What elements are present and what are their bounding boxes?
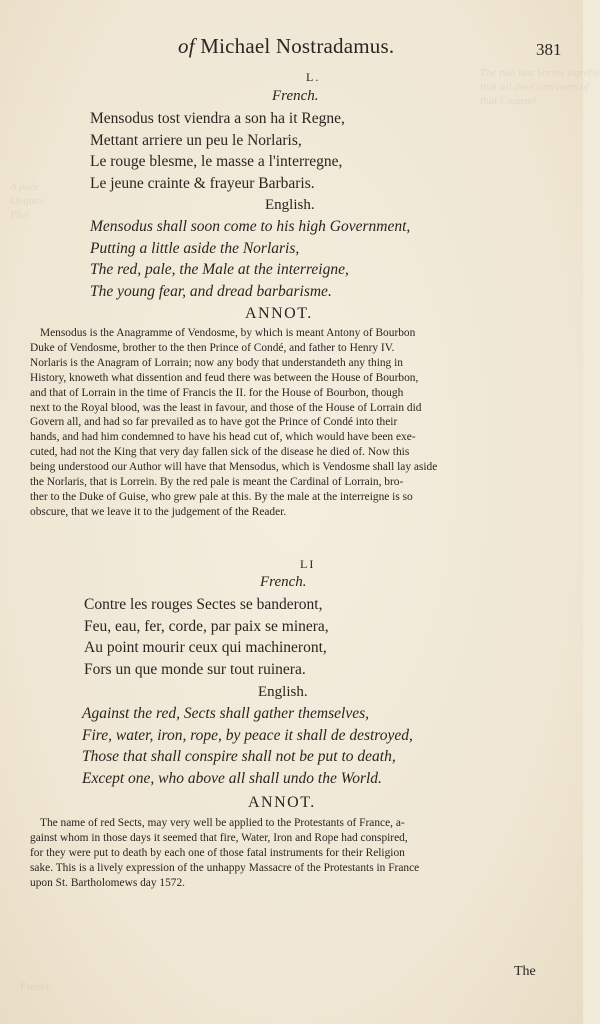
- annotation-line: Norlaris is the Anagram of Lorrain; now any body that understandeth any thing in: [30, 356, 403, 369]
- annotation-line: obscure, that we leave it to the judgement of the Reader.: [30, 505, 287, 518]
- quatrain-number: LI: [300, 557, 316, 571]
- annotation-line: Mensodus is the Anagramme of Vendosme, by which is meant Antony of Bourbon: [40, 327, 416, 339]
- page-number: 381: [536, 40, 562, 59]
- annotation-title: ANNOT.: [248, 794, 316, 811]
- annotation-line: History, knoweth what dissention and feud there was between the House of Bourbon,: [30, 371, 419, 384]
- french-label: French.: [260, 574, 307, 590]
- quatrain-number: L.: [306, 70, 321, 84]
- annotation-line: being understood our Author will have that Mensodus, which is Vendosme shall lay aside: [30, 461, 438, 474]
- header-prefix: of: [178, 34, 195, 58]
- verse-line: Those that shall conspire shall not be put to death,: [82, 748, 396, 765]
- annotation-line: next to the Royal blood, was the least in favour, and those of the House of Lorrain did: [30, 401, 422, 414]
- english-label: English.: [258, 684, 308, 700]
- bleed-through-text: A paix Onques Plus: [10, 181, 44, 221]
- annotation-line: Duke of Vendosme, brother to the then Prince of Condé, and father to Henry IV.: [30, 341, 395, 354]
- verse-line: Contre les rouges Sectes se banderont,: [84, 596, 323, 613]
- verse-line: Fors un que monde sur tout ruinera.: [84, 660, 306, 678]
- annotation-line: hands, and had him condemned to have his head cut of, which would have been exe-: [30, 431, 416, 444]
- verse-line: Mensodus shall soon come to his high Government,: [90, 218, 411, 235]
- annotation-line: the Norlaris, that is Lorrein. By the red pale is meant the Cardinal of Lorrain, bro-: [30, 476, 404, 489]
- annotation-line: upon St. Bartholomews day 1572.: [30, 876, 186, 889]
- annotation-line: sake. This is a lively expression of the unhappy Massacre of the Protestants in France: [30, 861, 420, 874]
- bleed-through-text: French: [20, 981, 52, 993]
- verse-line: Le rouge blesme, le masse a l'interregne,: [90, 153, 343, 170]
- french-verse: [84, 594, 329, 680]
- annotation-line: ther to the Duke of Guise, who grew pale at this. By the male at the interreigne is so: [30, 490, 413, 503]
- annotation-line: gainst whom in those days it seemed that fire, Water, Iron and Rope had conspired,: [30, 831, 408, 844]
- catchword: The: [514, 964, 536, 979]
- annotation-text: [30, 326, 572, 520]
- verse-line: The young fear, and dread barbarisme.: [90, 282, 332, 300]
- french-verse: [90, 108, 345, 194]
- header-title: Michael Nostradamus.: [200, 34, 395, 58]
- french-label: French.: [272, 88, 319, 104]
- running-header: [178, 34, 394, 59]
- annotation-line: for they were put to death by each one of those fatal instruments for their Religion: [30, 846, 405, 859]
- annotation-line: cuted, had not the King that very day fallen sick of the disease he died of. Now this: [30, 446, 410, 459]
- annotation-line: Govern all, and had so far prevailed as to have got the Prince of Condé into their: [30, 416, 398, 429]
- verse-line: Le jeune crainte & frayeur Barbaris.: [90, 174, 315, 192]
- annotation-line: The name of red Sects, may very well be applied to the Protestants of France, a-: [40, 817, 405, 829]
- english-verse: [90, 216, 410, 302]
- verse-line: Fire, water, iron, rope, by peace it shall de destroyed,: [82, 726, 413, 744]
- verse-line: Against the red, Sects shall gather themselves,: [82, 705, 369, 722]
- verse-line: The red, pale, the Male at the interreigne,: [90, 261, 349, 278]
- annotation-text: [30, 816, 572, 891]
- annotation-title: ANNOT.: [245, 305, 313, 322]
- annotation-line: and that of Lorrain in the time of Francis the II. for the House of Bourbon, though: [30, 386, 404, 399]
- english-label: English.: [265, 197, 315, 213]
- verse-line: Mettant arriere un peu le Norlaris,: [90, 131, 302, 149]
- verse-line: Except one, who above all shall undo the World.: [82, 769, 382, 787]
- english-verse: [82, 703, 413, 789]
- verse-line: Au point mourir ceux qui machineront,: [84, 639, 327, 656]
- verse-line: Putting a little aside the Norlaris,: [90, 239, 300, 257]
- verse-line: Feu, eau, fer, corde, par paix se minera,: [84, 617, 329, 635]
- bleed-through-text: The two last Verses signifie that all the Contrivers of that Counsel: [480, 67, 600, 107]
- verse-line: Mensodus tost viendra a son ha it Regne,: [90, 110, 345, 127]
